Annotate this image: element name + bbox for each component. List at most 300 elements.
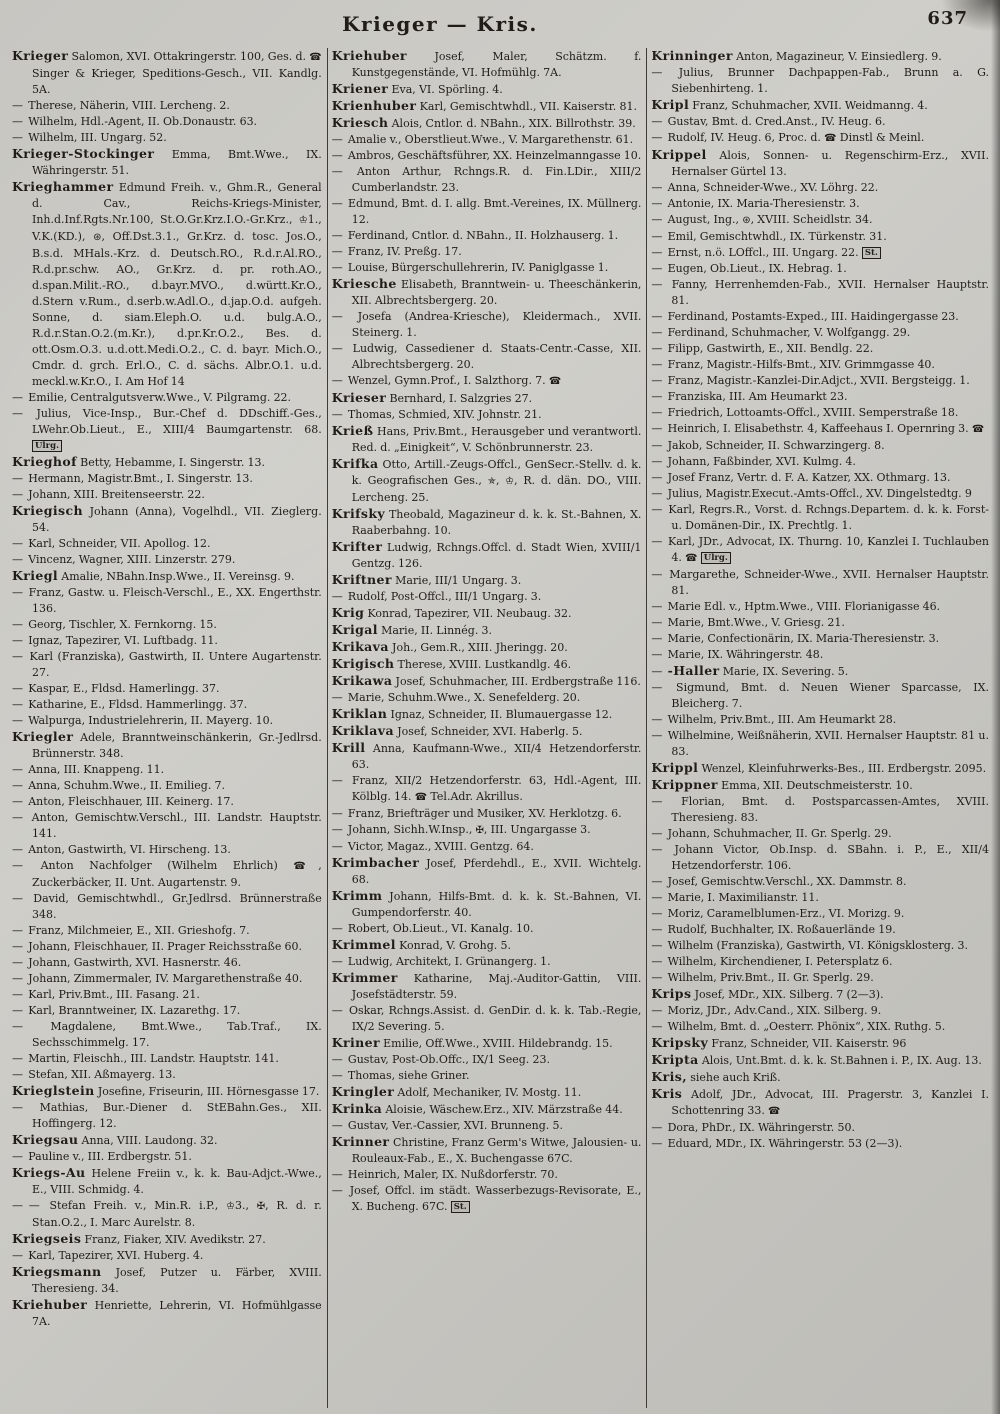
- directory-entry: — Moriz, Caramelblumen-Erz., VI. Morizg. 9.: [651, 907, 905, 920]
- directory-entry: — Gustav, Ver.-Cassier, XVI. Brunneng. 5.: [331, 1119, 563, 1132]
- directory-entry: Krikava Joh., Gem.R., XIII. Jheringg. 20.: [331, 639, 568, 654]
- ditto-dash: —: [12, 407, 22, 420]
- entry-surname: Kriftner: [331, 572, 392, 587]
- ditto-dash: —: [651, 326, 662, 339]
- directory-entry: Kriegs-Au Helene Freiin v., k. k. Bau-Adjct.-Wwe., E., VIII. Schmidg. 4.: [12, 1165, 322, 1196]
- ditto-dash: —: [651, 875, 662, 888]
- directory-entry: Krimm Johann, Hilfs-Bmt. d. k. k. St.-Bahnen, VI. Gumpendorferstr. 40.: [331, 888, 642, 919]
- directory-entry: — Anton, Gastwirth, VI. Hirscheng. 13.: [12, 843, 231, 856]
- directory-entry: — Vincenz, Wagner, XIII. Linzerstr. 279.: [12, 553, 236, 566]
- telephone-icon: ☎: [293, 861, 319, 872]
- ditto-dash: —: [651, 1020, 662, 1033]
- directory-entry: — Mathias, Bur.-Diener d. StEBahn.Ges., XII. Hoffingerg. 12.: [12, 1101, 322, 1130]
- ditto-dash: —: [651, 955, 662, 968]
- entry-surname: Krieser: [331, 390, 387, 405]
- directory-entry: — Karl, Regrs.R., Vorst. d. Rchngs.Departem. d. k. k. Forst- u. Domänen-Dir., IX. Prechtlg. 1.: [651, 503, 989, 532]
- ditto-dash: —: [331, 149, 342, 162]
- directory-entry: — Katharine, E., Fldsd. Hammerlingg. 37.: [12, 698, 248, 711]
- ditto-dash: —: [651, 843, 662, 856]
- directory-entry: — Karl (Franziska), Gastwirth, II. Untere Augartenstr. 27.: [12, 650, 322, 679]
- ditto-dash: —: [12, 391, 22, 404]
- cross-decoration-icon: ✠: [256, 1201, 266, 1212]
- entry-surname: Krinner: [331, 1134, 390, 1149]
- directory-entry: Kris Adolf, JDr., Advocat, III. Pragerstr. 3, Kanzlei I. Schottenring 33. ☎: [651, 1086, 989, 1117]
- directory-entry: — Fanny, Herrenhemden-Fab., XVII. Hernalser Hauptstr. 81.: [651, 278, 989, 307]
- ditto-dash: —: [331, 165, 342, 178]
- directory-entry: Krimmer Katharine, Maj.-Auditor-Gattin, VIII. Josefstädterstr. 59.: [331, 970, 642, 1001]
- entry-surname: Kripta: [651, 1052, 699, 1067]
- directory-entry: — Johann, Faßbinder, XVI. Kulmg. 4.: [651, 455, 856, 468]
- status-badge: St.: [862, 247, 881, 259]
- directory-entry: — Marie, IX. Währingerstr. 48.: [651, 648, 824, 661]
- directory-columns: [0, 46, 1000, 1408]
- entry-surname: Krieger-Stockinger: [12, 146, 155, 161]
- ditto-dash: —: [12, 634, 22, 647]
- ditto-dash: —: [651, 390, 662, 403]
- directory-entry: Krifsky Theobald, Magazineur d. k. k. St.-Bahnen, X. Raaberbahng. 10.: [331, 506, 642, 537]
- directory-entry: — Johann Victor, Ob.Insp. d. SBahn. i. P., E., XII/4 Hetzendorferstr. 106.: [651, 843, 989, 872]
- directory-entry: — Eduard, MDr., IX. Währingerstr. 53 (2—3).: [651, 1137, 903, 1150]
- ditto-dash: —: [651, 471, 662, 484]
- ditto-dash: —: [651, 568, 662, 581]
- entry-surname: Krikawa: [331, 673, 393, 688]
- ditto-dash: —: [331, 1119, 342, 1132]
- directory-entry: — Franz, Milchmeier, E., XII. Grieshofg. 7.: [12, 924, 250, 937]
- telephone-icon: ☎: [414, 792, 428, 803]
- entry-surname: Krimbacher: [331, 855, 420, 870]
- telephone-icon: ☎: [309, 52, 322, 63]
- directory-entry: — Rudolf, Post-Offcl., III/1 Ungarg. 3.: [331, 590, 542, 603]
- directory-entry: — Josefa (Andrea-Kriesche), Kleidermach., XVII. Steinerg. 1.: [331, 310, 642, 339]
- ditto-dash: —: [651, 115, 662, 128]
- directory-entry: — Amalie v., Oberstlieut.Wwe., V. Margarethenstr. 61.: [331, 133, 634, 146]
- entry-surname: Krinka: [331, 1101, 383, 1116]
- directory-entry: Kripsky Franz, Schneider, VII. Kaiserstr. 96: [651, 1035, 907, 1050]
- directory-entry: Kriftner Marie, III/1 Ungarg. 3.: [331, 572, 522, 587]
- directory-entry: Krippner Emma, XII. Deutschmeisterstr. 10.: [651, 777, 913, 792]
- directory-entry: Krikawa Josef, Schuhmacher, III. Erdbergstraße 116.: [331, 673, 641, 688]
- directory-entry: — Filipp, Gastwirth, E., XII. Bendlg. 22.: [651, 342, 874, 355]
- ditto-dash: —: [331, 1069, 342, 1082]
- ditto-dash: —: [12, 1068, 22, 1081]
- directory-entry: Kringler Adolf, Mechaniker, IV. Mostg. 11.: [331, 1084, 582, 1099]
- ditto-dash: —: [12, 472, 22, 485]
- entry-surname: Krippl: [651, 760, 699, 775]
- ditto-dash: —: [651, 907, 662, 920]
- entry-surname: Krigal: [331, 622, 378, 637]
- ditto-dash: —: [651, 262, 662, 275]
- directory-entry: — Hermann, Magistr.Bmt., I. Singerstr. 13.: [12, 472, 253, 485]
- entry-surname: Kriklan: [331, 706, 388, 721]
- ditto-dash: —: [12, 795, 22, 808]
- telephone-icon: ☎: [824, 133, 837, 144]
- crown-decoration-icon: ♔: [226, 1201, 236, 1212]
- entry-surname: Kriklava: [331, 723, 394, 738]
- ditto-dash: —: [331, 133, 342, 146]
- directory-entry: — Ignaz, Tapezirer, VI. Luftbadg. 11.: [12, 634, 218, 647]
- directory-entry: — Marie, Schuhm.Wwe., X. Senefelderg. 20.: [331, 691, 581, 704]
- ditto-dash: —: [651, 455, 662, 468]
- entry-surname: Krimmel: [331, 937, 396, 952]
- entry-surname: Krips: [651, 986, 692, 1001]
- directory-entry: — Johann, Zimmermaler, IV. Margarethenstraße 40.: [12, 972, 303, 985]
- telephone-icon: ☎: [685, 553, 698, 564]
- ditto-dash: —: [331, 408, 342, 421]
- directory-column-1: [8, 48, 327, 1408]
- directory-entry: Kriegler Adele, Branntweinschänkerin, Gr.-Jedlrsd. Brünnerstr. 348.: [12, 729, 322, 760]
- directory-entry: — Sigmund, Bmt. d. Neuen Wiener Sparcasse, IX. Bleicherg. 7.: [651, 681, 989, 710]
- ditto-dash: —: [331, 374, 342, 387]
- directory-entry: — Ludwig, Architekt, I. Grünangerg. 1.: [331, 955, 551, 968]
- directory-entry: — Magdalene, Bmt.Wwe., Tab.Traf., IX. Sechsschimmelg. 17.: [12, 1020, 322, 1049]
- directory-entry: — Margarethe, Schneider-Wwe., XVII. Hernalser Hauptstr. 81.: [651, 568, 989, 597]
- entry-surname: Kriehuber: [331, 48, 407, 63]
- entry-surname: Kriner: [331, 1035, 380, 1050]
- directory-entry: Krinka Aloisie, Wäschew.Erz., XIV. Märzstraße 44.: [331, 1101, 623, 1116]
- ditto-dash: —: [12, 698, 22, 711]
- directory-entry: — Friedrich, Lottoamts-Offcl., XVIII. Semperstraße 18.: [651, 406, 959, 419]
- directory-entry: — Julius, Magistr.Execut.-Amts-Offcl., XV. Dingelstedtg. 9: [651, 487, 972, 500]
- entry-surname: Kriegisch: [12, 503, 83, 518]
- directory-entry: Kriesche Elisabeth, Branntwein- u. Theeschänkerin, XII. Albrechtsbergerg. 20.: [331, 276, 642, 307]
- ditto-dash: —: [651, 213, 662, 226]
- ditto-dash: —: [651, 665, 662, 678]
- ditto-dash: —: [651, 616, 662, 629]
- ditto-dash: —: [12, 763, 22, 776]
- crown-decoration-icon: ♔: [298, 215, 308, 226]
- entry-surname: Krieghof: [12, 454, 77, 469]
- ditto-dash: —: [12, 1249, 22, 1262]
- directory-entry: — Edmund, Bmt. d. I. allg. Bmt.-Vereines, IX. Müllnerg. 12.: [331, 197, 642, 226]
- directory-entry: — Therese, Näherin, VIII. Lercheng. 2.: [12, 99, 230, 112]
- entry-surname: Krifsky: [331, 506, 386, 521]
- directory-entry: — Emilie, Centralgutsverw.Wwe., V. Pilgramg. 22.: [12, 391, 292, 404]
- ditto-dash: —: [331, 261, 342, 274]
- ditto-dash: —: [331, 197, 342, 210]
- entry-surname: Kriegler: [12, 729, 74, 744]
- cross-decoration-icon: ✠: [475, 825, 484, 836]
- directory-entry: — Gustav, Bmt. d. Cred.Anst., IV. Heug. 6.: [651, 115, 886, 128]
- ditto-dash: —: [651, 1121, 662, 1134]
- directory-entry: Krig Konrad, Tapezirer, VII. Neubaug. 32.: [331, 605, 572, 620]
- page-header: [0, 0, 1000, 46]
- directory-entry: Kriegsau Anna, VIII. Laudong. 32.: [12, 1132, 218, 1147]
- directory-entry: Kriegseis Franz, Fiaker, XIV. Avedikstr. 27.: [12, 1231, 266, 1246]
- ditto-dash: —: [331, 1053, 342, 1066]
- ditto-dash: —: [651, 535, 662, 548]
- directory-entry: Krifka Otto, Artill.-Zeugs-Offcl., GenSecr.-Stellv. d. k. k. Geografischen Ges., ✯, ♔, R. d. dän. DO., VIII. Lercheng. 25.: [331, 456, 642, 504]
- ditto-dash: —: [331, 310, 342, 323]
- entry-surname: -Haller: [667, 663, 720, 678]
- directory-entry: Krimbacher Josef, Pferdehdl., E., XVII. Wichtelg. 68.: [331, 855, 642, 886]
- ditto-dash: —: [331, 922, 342, 935]
- ditto-dash: —: [12, 956, 22, 969]
- directory-entry: Kriegisch Johann (Anna), Vogelhdl., VII. Zieglerg. 54.: [12, 503, 322, 534]
- directory-entry: — Marie Edl. v., Hptm.Wwe., VIII. Florianigasse 46.: [651, 600, 941, 613]
- directory-entry: — Karl, Branntweiner, IX. Lazarethg. 17.: [12, 1004, 241, 1017]
- crown-decoration-icon: ♔: [505, 476, 515, 487]
- directory-entry: Krigisch Therese, XVIII. Lustkandlg. 46.: [331, 656, 572, 671]
- directory-entry: — Wilhelmine, Weißnäherin, XVII. Hernalser Hauptstr. 81 u. 83.: [651, 729, 989, 758]
- ditto-dash: —: [331, 1184, 342, 1197]
- ditto-dash: —: [651, 197, 662, 210]
- entry-surname: Kriesche: [331, 276, 397, 291]
- directory-entry: Kripl Franz, Schuhmacher, XVII. Weidmanng. 4.: [651, 97, 928, 112]
- directory-entry: — Karl, Schneider, VII. Apollog. 12.: [12, 537, 211, 550]
- status-badge: St.: [451, 1201, 470, 1213]
- ditto-dash: —: [12, 779, 22, 792]
- ditto-dash: —: [12, 988, 22, 1001]
- directory-entry: Krimmel Konrad, V. Grohg. 5.: [331, 937, 511, 952]
- directory-entry: — Gustav, Post-Ob.Offc., IX/1 Seeg. 23.: [331, 1053, 550, 1066]
- directory-entry: — Stefan, XII. Aßmayerg. 13.: [12, 1068, 176, 1081]
- ditto-dash: —: [12, 131, 22, 144]
- entry-surname: Krimm: [331, 888, 383, 903]
- directory-entry: — Karl, Tapezirer, XVI. Huberg. 4.: [12, 1249, 204, 1262]
- entry-surname: Krieger: [12, 48, 69, 63]
- directory-entry: Krippel Alois, Sonnen- u. Regenschirm-Erz., XVII. Hernalser Gürtel 13.: [651, 147, 989, 178]
- entry-surname: Krippel: [651, 147, 707, 162]
- directory-entry: — Franz, IV. Preßg. 17.: [331, 245, 462, 258]
- directory-entry: — Wilhelm, Hdl.-Agent, II. Ob.Donaustr. 63.: [12, 115, 258, 128]
- directory-entry: Kriner Emilie, Off.Wwe., XVIII. Hildebrandg. 15.: [331, 1035, 613, 1050]
- directory-entry: — Louise, Bürgerschullehrerin, IV. Paniglgasse 1.: [331, 261, 609, 274]
- directory-column-2: [327, 48, 647, 1408]
- directory-entry: — Johann, Schuhmacher, II. Gr. Sperlg. 29.: [651, 827, 892, 840]
- directory-entry: — Antonie, IX. Maria-Theresienstr. 3.: [651, 197, 860, 210]
- directory-entry: — David, Gemischtwhdl., Gr.Jedlrsd. Brünnerstraße 348.: [12, 892, 322, 921]
- ditto-dash: —: [12, 1020, 22, 1033]
- directory-entry: — Marie, Confectionärin, IX. Maria-Theresienstr. 3.: [651, 632, 940, 645]
- entry-surname: Krig: [331, 605, 365, 620]
- ditto-dash: —: [12, 1004, 22, 1017]
- entry-surname: Krieglstein: [12, 1083, 95, 1098]
- entry-surname: Krinninger: [651, 48, 733, 63]
- directory-entry: Kriesch Alois, Cntlor. d. NBahn., XIX. Billrothstr. 39.: [331, 115, 636, 130]
- directory-entry: — Ferdinand, Cntlor. d. NBahn., II. Holzhauserg. 1.: [331, 229, 619, 242]
- ditto-dash: —: [651, 648, 662, 661]
- ditto-dash: —: [12, 488, 22, 501]
- ditto-dash: —: [12, 924, 22, 937]
- ditto-dash: —: [651, 681, 662, 694]
- ditto-dash: —: [651, 246, 662, 259]
- directory-entry: Krill Anna, Kaufmann-Wwe., XII/4 Hetzendorferstr. 63.: [331, 740, 642, 771]
- directory-entry: — Ferdinand, Schuhmacher, V. Wolfgangg. 29.: [651, 326, 911, 339]
- directory-entry: — Marie, Bmt.Wwe., V. Griesg. 21.: [651, 616, 845, 629]
- status-badge: Ulrg.: [701, 552, 731, 564]
- ditto-dash: —: [331, 955, 342, 968]
- ditto-dash: —: [651, 729, 662, 742]
- ditto-dash: —: [651, 1137, 662, 1150]
- ditto-dash: —: [12, 553, 22, 566]
- directory-entry: — Josef Franz, Vertr. d. F. A. Katzer, XX. Othmarg. 13.: [651, 471, 951, 484]
- directory-entry: — Karl, Priv.Bmt., III. Fasang. 21.: [12, 988, 200, 1001]
- ditto-dash: —: [12, 650, 22, 663]
- page-title: Krieger — Kris.: [342, 12, 538, 36]
- directory-entry: — Jakob, Schneider, II. Schwarzingerg. 8.: [651, 439, 885, 452]
- ditto-dash: —: [12, 1150, 22, 1163]
- ditto-dash: — —: [12, 1199, 39, 1212]
- directory-entry: Kriegl Amalie, NBahn.Insp.Wwe., II. Vereinsg. 9.: [12, 568, 295, 583]
- directory-entry: — Anton Nachfolger (Wilhelm Ehrlich) ☎, Zuckerbäcker, II. Unt. Augartenstr. 9.: [12, 859, 322, 889]
- directory-entry: — Wilhelm, Bmt. d. „Oesterr. Phönix“, XIX. Ruthg. 5.: [651, 1020, 946, 1033]
- ditto-dash: —: [651, 923, 662, 936]
- directory-entry: — Johann, XIII. Breitenseerstr. 22.: [12, 488, 205, 501]
- entry-surname: Kriesch: [331, 115, 389, 130]
- ditto-dash: —: [651, 939, 662, 952]
- ditto-dash: —: [12, 1101, 22, 1114]
- directory-entry: — Julius, Brunner Dachpappen-Fab., Brunn a. G. Siebenhirteng. 1.: [651, 66, 989, 95]
- entry-surname: Krieß: [331, 423, 374, 438]
- directory-entry: — Florian, Bmt. d. Postsparcassen-Amtes, XVIII. Theresieng. 83.: [651, 795, 989, 824]
- directory-entry: — Franz, Gastw. u. Fleisch-Verschl., E., XX. Engerthstr. 136.: [12, 586, 322, 615]
- directory-entry: — Johann, Fleischhauer, II. Prager Reichsstraße 60.: [12, 940, 303, 953]
- directory-entry: Kripta Alois, Unt.Bmt. d. k. k. St.Bahnen i. P., IX. Aug. 13.: [651, 1052, 982, 1067]
- ditto-dash: —: [651, 971, 662, 984]
- entry-surname: Kris: [651, 1086, 683, 1101]
- directory-entry: — Anna, Schuhm.Wwe., II. Emilieg. 7.: [12, 779, 226, 792]
- ditto-dash: —: [651, 342, 662, 355]
- ditto-dash: —: [651, 795, 662, 808]
- directory-entry: — Wenzel, Gymn.Prof., I. Salzthorg. 7. ☎: [331, 374, 562, 387]
- directory-entry: — Robert, Ob.Lieut., VI. Kanalg. 10.: [331, 922, 534, 935]
- directory-entry: Kriehuber Josef, Maler, Schätzm. f. Kunstgegenstände, VI. Hofmühlg. 7A.: [331, 48, 642, 79]
- directory-entry: — Franziska, III. Am Heumarkt 23.: [651, 390, 848, 403]
- ditto-dash: —: [12, 586, 22, 599]
- directory-entry: — Wilhelm, III. Ungarg. 52.: [12, 131, 167, 144]
- ditto-dash: —: [12, 115, 22, 128]
- ditto-dash: —: [12, 811, 22, 824]
- directory-entry: — August, Ing., ⊛, XVIII. Scheidlstr. 34.: [651, 213, 873, 226]
- entry-surname: Kris,: [651, 1069, 687, 1084]
- status-badge: Ulrg.: [32, 440, 62, 452]
- ditto-dash: —: [12, 859, 22, 872]
- directory-entry: — Moriz, JDr., Adv.Cand., XIX. Silberg. 9.: [651, 1004, 882, 1017]
- directory-entry: — Franz, Magistr.-Hilfs-Bmt., XIV. Grimmgasse 40.: [651, 358, 935, 371]
- directory-entry: — Anton, Fleischhauer, III. Keinerg. 17.: [12, 795, 234, 808]
- ditto-dash: —: [331, 774, 342, 787]
- ditto-dash: —: [651, 713, 662, 726]
- ditto-dash: —: [12, 99, 22, 112]
- directory-entry: Krieser Bernhard, I. Salzgries 27.: [331, 390, 533, 405]
- directory-entry: Krieglstein Josefine, Friseurin, III. Hörnesgasse 17.: [12, 1083, 320, 1098]
- entry-surname: Kripl: [651, 97, 690, 112]
- directory-entry: — — Stefan Freih. v., Min.R. i.P., ♔3., ✠, R. d. r. Stan.O.2., I. Marc Aurelstr. 8.: [12, 1199, 322, 1229]
- ditto-dash: —: [651, 358, 662, 371]
- directory-entry: Kriener Eva, VI. Spörling. 4.: [331, 81, 503, 96]
- directory-entry: — Ludwig, Cassediener d. Staats-Centr.-Casse, XII. Albrechtsbergerg. 20.: [331, 342, 642, 371]
- directory-entry: — Johann, Gastwirth, XVI. Hasnerstr. 46.: [12, 956, 242, 969]
- directory-entry: Krieghof Betty, Hebamme, I. Singerstr. 13.: [12, 454, 266, 469]
- ditto-dash: —: [651, 131, 662, 144]
- ditto-dash: —: [331, 1168, 342, 1181]
- page-number: 637: [927, 8, 968, 29]
- directory-entry: — Pauline v., III. Erdbergstr. 51.: [12, 1150, 192, 1163]
- directory-entry: Kriegsmann Josef, Putzer u. Färber, XVIII. Theresieng. 34.: [12, 1264, 322, 1295]
- ditto-dash: —: [331, 590, 342, 603]
- entry-surname: Krifter: [331, 539, 383, 554]
- entry-surname: Kriegl: [12, 568, 59, 583]
- ditto-dash: —: [651, 278, 662, 291]
- directory-entry: Krinninger Anton, Magazineur, V. Einsiedlerg. 9.: [651, 48, 942, 63]
- entry-surname: Kripsky: [651, 1035, 709, 1050]
- directory-entry: — Anton Arthur, Rchngs.R. d. Fin.LDir., XIII/2 Cumberlandstr. 23.: [331, 165, 642, 194]
- ditto-dash: —: [651, 181, 662, 194]
- directory-column-3: [646, 48, 994, 1408]
- directory-entry: Krieghammer Edmund Freih. v., Ghm.R., General d. Cav., Reichs-Kriegs-Minister, Inh.d.Inf.Rgts.Nr.100, St.O.Gr.Krz.I.O.-Gr.Krz., ♔1., V.K.(KD.), ⊛, Off.Dst.3.1., Gr.Krz. d. tosc. Jos.O., B.s.d. MHals.-Krz. d. Deutsch.RO., R.d.r.Al.RO., R.d.pr.schw. AO., Gr.Krz. d. pr. roth.AO., d.span.Milit.-RO., d.bayr.MVO., d.württ.Kr.O., d.Stern v.Rum., d.serb.w.Adl.O., d.jap.O.d. aufgeh. Sonne, d. siam.Eleph.O. u.d. bulg.A.O., R.d.r.Stan.O.2.(m.Kr.), d.pr.Kr.O.2., Bes. d. ott.Osm.O.3. u.d.ott.Medi.O.2., C. d. bayr. Mich.O., Cmdr. d. grch. Erl.O., C. d. sächs. Albr.O.1. u.d. meckl.w.Kr.O., I. Am Hof 14: [12, 179, 322, 388]
- entry-surname: Krigisch: [331, 656, 395, 671]
- directory-entry: — Anton, Gemischtw.Verschl., III. Landstr. Hauptstr. 141.: [12, 811, 322, 840]
- directory-entry: — Ambros, Geschäftsführer, XX. Heinzelmanngasse 10.: [331, 149, 642, 162]
- ditto-dash: —: [331, 245, 342, 258]
- entry-surname: Krienhuber: [331, 98, 417, 113]
- directory-entry: — Wilhelm (Franziska), Gastwirth, VI. Königsklosterg. 3.: [651, 939, 968, 952]
- entry-surname: Krifka: [331, 456, 379, 471]
- directory-entry: — Eugen, Ob.Lieut., IX. Hebrag. 1.: [651, 262, 847, 275]
- entry-surname: Kriegs-Au: [12, 1165, 86, 1180]
- directory-entry: — Franz, Briefträger und Musiker, XV. Herklotzg. 6.: [331, 807, 622, 820]
- circled-mark-icon: ⊛: [742, 215, 751, 226]
- entry-surname: Kringler: [331, 1084, 395, 1099]
- directory-entry: — Wilhelm, Kirchendiener, I. Petersplatz 6.: [651, 955, 893, 968]
- directory-entry: Krinner Christine, Franz Germ's Witwe, Jalousien- u. Rouleaux-Fab., E., X. Buchengasse 67C.: [331, 1134, 642, 1165]
- directory-entry: Krieß Hans, Priv.Bmt., Herausgeber und verantwortl. Red. d. „Einigkeit“, V. Schönbrunnerstr. 23.: [331, 423, 642, 454]
- directory-entry: — Oskar, Rchngs.Assist. d. GenDir. d. k. k. Tab.-Regie, IX/2 Severing. 5.: [331, 1004, 642, 1033]
- directory-entry: — -Haller Marie, IX. Severing. 5.: [651, 663, 849, 678]
- directory-entry: Kriklava Josef, Schneider, XVI. Haberlg. 5.: [331, 723, 583, 738]
- directory-entry: — Franz, XII/2 Hetzendorferstr. 63, Hdl.-Agent, III. Kölblg. 14. ☎ Tel.Adr. Akrillus.: [331, 774, 642, 803]
- entry-surname: Krill: [331, 740, 366, 755]
- ditto-dash: —: [651, 632, 662, 645]
- directory-entry: Krippl Wenzel, Kleinfuhrwerks-Bes., III. Erdbergstr. 2095.: [651, 760, 987, 775]
- directory-entry: Krips Josef, MDr., XIX. Silberg. 7 (2—3).: [651, 986, 884, 1001]
- ditto-dash: —: [651, 487, 662, 500]
- directory-entry: Kris, siehe auch Kriß.: [651, 1069, 781, 1084]
- entry-surname: Kriegsau: [12, 1132, 79, 1147]
- ditto-dash: —: [651, 422, 662, 435]
- ditto-dash: —: [12, 940, 22, 953]
- telephone-icon: ☎: [971, 424, 985, 435]
- ditto-dash: —: [12, 892, 22, 905]
- directory-entry: Krieger-Stockinger Emma, Bmt.Wwe., IX. Währingerstr. 51.: [12, 146, 322, 177]
- entry-surname: Kriener: [331, 81, 389, 96]
- ditto-dash: —: [651, 310, 662, 323]
- directory-entry: Krigal Marie, II. Linnég. 3.: [331, 622, 493, 637]
- directory-entry: — Heinrich, Maler, IX. Nußdorferstr. 70.: [331, 1168, 558, 1181]
- directory-entry: — Rudolf, IV. Heug. 6, Proc. d. ☎ Dinstl & Meinl.: [651, 131, 925, 144]
- directory-entry: Krifter Ludwig, Rchngs.Offcl. d. Stadt Wien, XVIII/1 Gentzg. 126.: [331, 539, 642, 570]
- ditto-dash: —: [12, 972, 22, 985]
- ditto-dash: —: [331, 823, 342, 836]
- ditto-dash: —: [651, 230, 662, 243]
- ditto-dash: —: [331, 691, 342, 704]
- ditto-dash: —: [331, 807, 342, 820]
- directory-entry: — Victor, Magaz., XVIII. Gentzg. 64.: [331, 840, 534, 853]
- directory-entry: — Rudolf, Buchhalter, IX. Roßauerlände 19.: [651, 923, 896, 936]
- directory-entry: — Ferdinand, Postamts-Exped., III. Haidingergasse 23.: [651, 310, 959, 323]
- ditto-dash: —: [331, 229, 342, 242]
- ditto-dash: —: [12, 682, 22, 695]
- ditto-dash: —: [651, 1004, 662, 1017]
- entry-surname: Krimmer: [331, 970, 398, 985]
- directory-entry: — Julius, Vice-Insp., Bur.-Chef d. DDschiff.-Ges., LWehr.Ob.Lieut., E., XIII/4 Baumgartenstr. 68. Ulrg.: [12, 407, 322, 451]
- telephone-icon: ☎: [768, 1106, 781, 1117]
- entry-surname: Kriegseis: [12, 1231, 82, 1246]
- ditto-dash: —: [651, 600, 662, 613]
- ditto-dash: —: [651, 891, 662, 904]
- directory-entry: — Wilhelm, Priv.Bmt., III. Am Heumarkt 28.: [651, 713, 897, 726]
- ditto-dash: —: [651, 66, 662, 79]
